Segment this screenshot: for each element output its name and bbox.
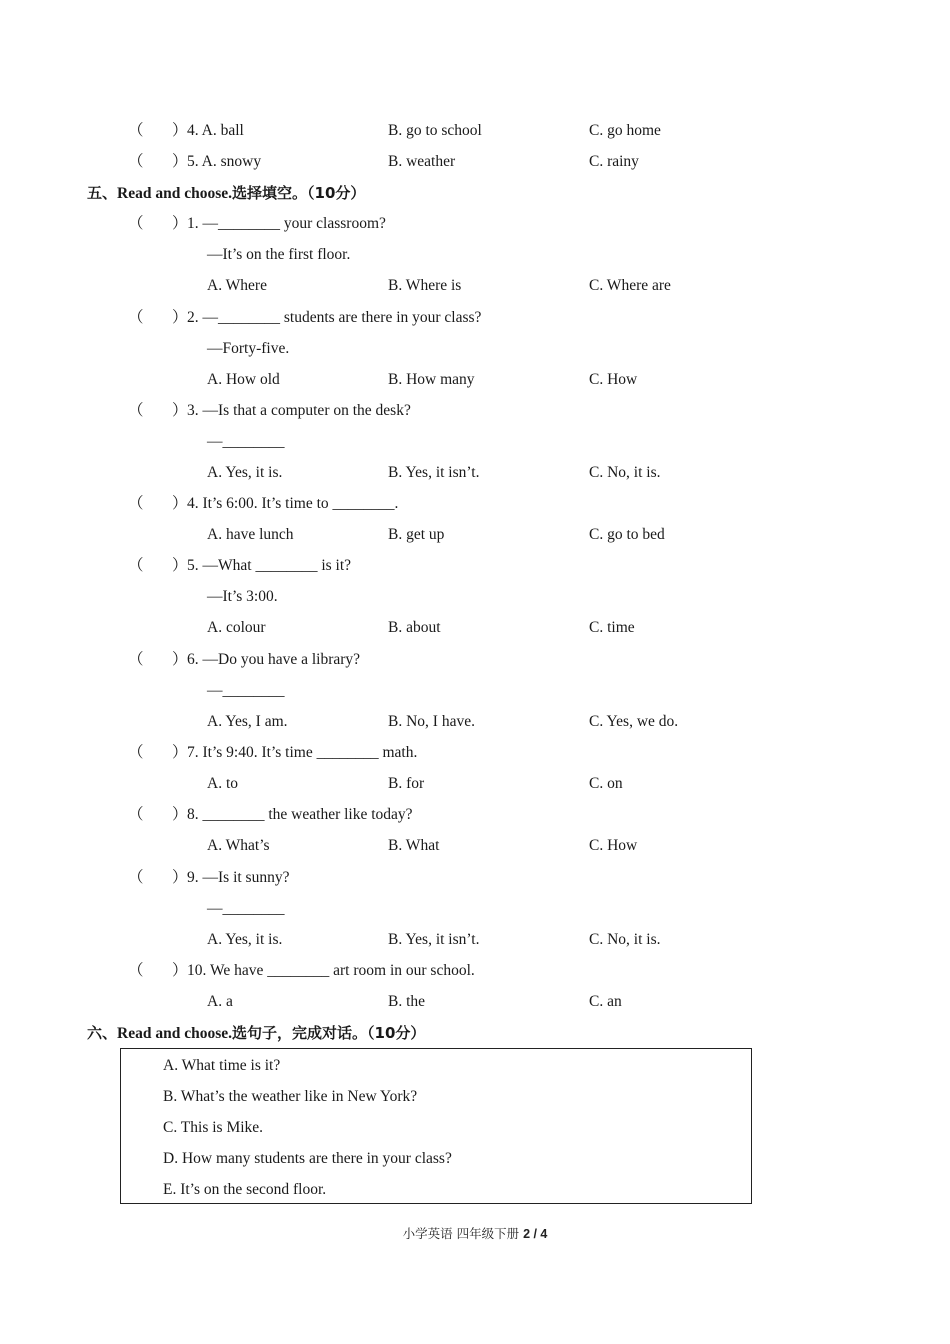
question-stem: 1. —________ your classroom? (187, 215, 386, 232)
option-b: B. Where is (388, 277, 462, 294)
option-c: C. No, it is. (589, 931, 661, 948)
question-stem-row (0, 555, 950, 577)
option-b: B. the (388, 993, 426, 1010)
answer-paren-right: ） (172, 869, 188, 886)
option-a: A. What’s (207, 837, 270, 854)
section-title-cn: 选择填空。（10分） (232, 184, 366, 202)
option-c: C. Yes, we do. (589, 713, 679, 730)
question-options (0, 369, 950, 391)
sentence-option: D. How many students are there in your class? (163, 1150, 452, 1167)
question-stem-row (0, 804, 950, 826)
option-b: B. How many (388, 371, 475, 388)
option-c: C. How (589, 837, 638, 854)
question-stem: 9. —Is it sunny? (187, 869, 290, 886)
question-row (0, 151, 950, 173)
section-title-cn: 选句子，完成对话。（10分） (232, 1024, 426, 1042)
question-stem: 5. —What ________ is it? (187, 557, 352, 574)
footer-text: 小学英语 四年级下册 (402, 1226, 524, 1241)
answer-paren-right: ） (172, 402, 188, 419)
question-answer-line: —Forty-five. (207, 340, 290, 357)
page-footer (0, 1224, 950, 1242)
answer-paren-left: （ (128, 122, 144, 139)
answer-paren-left: （ (128, 215, 144, 232)
section-title-en: Read and choose. (117, 185, 232, 202)
question-option-a: 4. A. ball (187, 122, 244, 139)
question-option-b: B. weather (388, 153, 456, 170)
question-stem-row (0, 307, 950, 329)
option-b: B. Yes, it isn’t. (388, 931, 480, 948)
question-stem-row (0, 213, 950, 235)
sentence-option: E. It’s on the second floor. (163, 1181, 327, 1198)
question-stem-row (0, 867, 950, 889)
question-stem: 2. —________ students are there in your class? (187, 309, 482, 326)
answer-paren-left: （ (128, 869, 144, 886)
answer-paren-right: ） (172, 495, 188, 512)
answer-paren-left: （ (128, 495, 144, 512)
option-b: B. What (388, 837, 440, 854)
option-a: A. Yes, it is. (207, 931, 283, 948)
option-a: A. a (207, 993, 233, 1010)
question-stem: 8. ________ the weather like today? (187, 806, 413, 823)
section-number: 六、 (87, 1024, 118, 1042)
option-a: A. Yes, I am. (207, 713, 288, 730)
answer-paren-left: （ (128, 309, 144, 326)
answer-paren-right: ） (172, 744, 188, 761)
option-a: A. How old (207, 371, 280, 388)
answer-paren-left: （ (128, 651, 144, 668)
answer-paren-left: （ (128, 744, 144, 761)
question-stem: 4. It’s 6:00. It’s time to ________. (187, 495, 399, 512)
question-stem-row (0, 742, 950, 764)
question-options (0, 773, 950, 795)
question-options (0, 275, 950, 297)
option-a: A. colour (207, 619, 266, 636)
question-answer-line: —It’s on the first floor. (207, 246, 351, 263)
question-options (0, 617, 950, 639)
question-option-a: 5. A. snowy (187, 153, 262, 170)
question-stem: 10. We have ________ art room in our school. (187, 962, 475, 979)
option-c: C. on (589, 775, 623, 792)
question-option-b: B. go to school (388, 122, 482, 139)
question-answer-line: —It’s 3:00. (207, 588, 278, 605)
option-c: C. go to bed (589, 526, 665, 543)
option-b: B. get up (388, 526, 445, 543)
question-stem-row (0, 400, 950, 422)
question-stem-row (0, 493, 950, 515)
question-stem: 7. It’s 9:40. It’s time ________ math. (187, 744, 418, 761)
answer-paren-left: （ (128, 153, 144, 170)
answer-paren-right: ） (172, 309, 188, 326)
section-number: 五、 (87, 184, 118, 202)
page-number: 2 / 4 (523, 1227, 548, 1241)
answer-paren-right: ） (172, 651, 188, 668)
question-answer-blank: —________ (207, 433, 285, 450)
option-b: B. for (388, 775, 425, 792)
option-a: A. have lunch (207, 526, 294, 543)
option-a: A. to (207, 775, 238, 792)
sentence-option: C. This is Mike. (163, 1119, 264, 1136)
question-answer-blank: —________ (207, 682, 285, 699)
option-a: A. Yes, it is. (207, 464, 283, 481)
option-b: B. about (388, 619, 441, 636)
option-c: C. an (589, 993, 622, 1010)
question-options (0, 711, 950, 733)
question-options (0, 929, 950, 951)
section-heading (0, 1022, 950, 1044)
question-options (0, 462, 950, 484)
question-options (0, 835, 950, 857)
answer-paren-right: ） (172, 153, 188, 170)
sentence-option: B. What’s the weather like in New York? (163, 1088, 418, 1105)
section-title-en: Read and choose. (117, 1025, 232, 1042)
answer-paren-right: ） (172, 122, 188, 139)
question-stem-row (0, 960, 950, 982)
answer-paren-right: ） (172, 962, 188, 979)
question-row (0, 120, 950, 142)
option-b: B. Yes, it isn’t. (388, 464, 480, 481)
option-c: C. time (589, 619, 635, 636)
answer-paren-right: ） (172, 806, 188, 823)
question-stem: 3. —Is that a computer on the desk? (187, 402, 411, 419)
question-answer-blank: —________ (207, 900, 285, 917)
section-heading (0, 182, 950, 204)
answer-paren-right: ） (172, 215, 188, 232)
option-c: C. Where are (589, 277, 671, 294)
answer-paren-left: （ (128, 557, 144, 574)
question-option-c: C. rainy (589, 153, 639, 170)
answer-paren-left: （ (128, 962, 144, 979)
option-b: B. No, I have. (388, 713, 475, 730)
question-options (0, 524, 950, 546)
option-c: C. How (589, 371, 638, 388)
option-a: A. Where (207, 277, 267, 294)
question-option-c: C. go home (589, 122, 661, 139)
question-stem: 6. —Do you have a library? (187, 651, 361, 668)
answer-paren-left: （ (128, 806, 144, 823)
option-c: C. No, it is. (589, 464, 661, 481)
answer-paren-right: ） (172, 557, 188, 574)
answer-paren-left: （ (128, 402, 144, 419)
sentence-options-box (120, 1048, 752, 1204)
question-options (0, 991, 950, 1013)
question-stem-row (0, 649, 950, 671)
sentence-option: A. What time is it? (163, 1057, 281, 1074)
